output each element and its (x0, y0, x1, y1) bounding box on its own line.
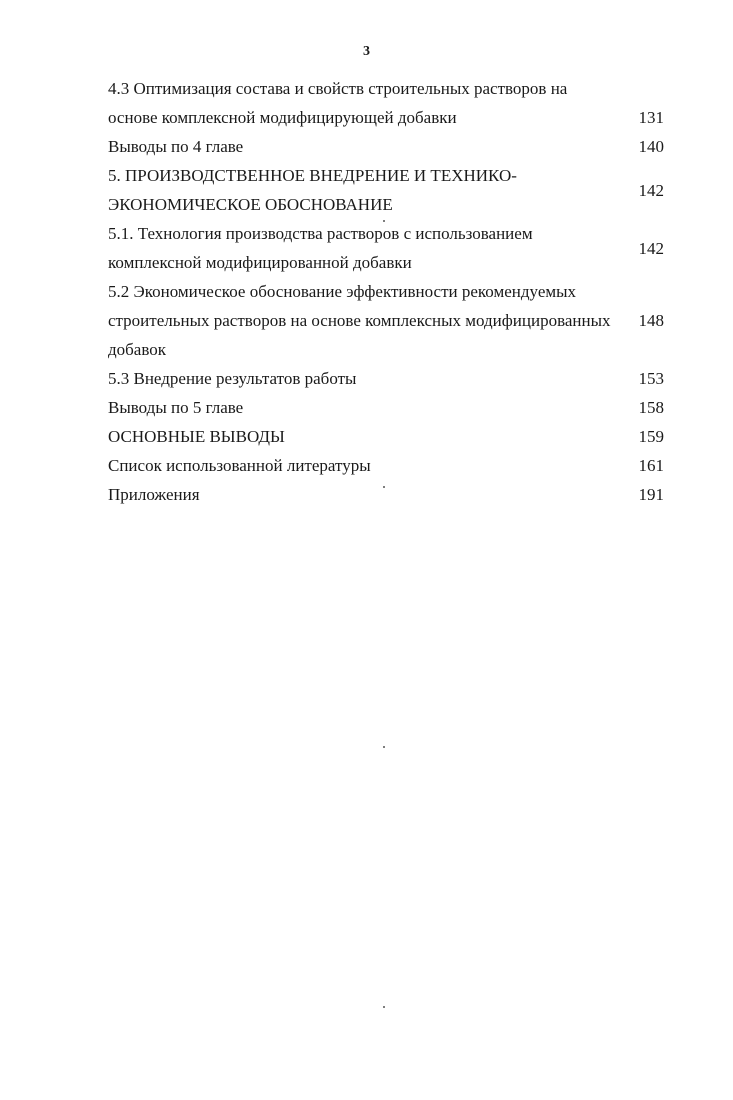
toc-entry-appendices (108, 480, 664, 509)
toc-entry-main-conclusions (108, 422, 664, 451)
toc-entry-line: 5. ПРОИЗВОДСТВЕННОЕ ВНЕДРЕНИЕ И ТЕХНИКО- (108, 166, 517, 185)
toc-entry-title (108, 480, 623, 509)
toc-entry-title (108, 132, 623, 161)
toc-entry-line: 4.3 Оптимизация состава и свойств строительных растворов на (108, 79, 568, 98)
toc-entry-page: 161 (638, 456, 664, 475)
toc-entry-title (108, 393, 623, 422)
scan-speck (383, 220, 385, 222)
toc-entry-line: ЭКОНОМИЧЕСКОЕ ОБОСНОВАНИЕ (108, 195, 393, 214)
toc-entry-title (108, 161, 623, 219)
toc-entry-title (108, 451, 623, 480)
toc-entry-line: Выводы по 4 главе (108, 137, 244, 156)
toc-entry-line: комплексной модифицированной добавки (108, 253, 412, 272)
toc-entry-line: строительных растворов на основе комплексных модифицированных (108, 311, 611, 330)
toc-entry-title (108, 277, 623, 364)
toc-entry-line: 5.3 Внедрение результатов работы (108, 369, 357, 388)
scan-speck (383, 746, 385, 748)
toc-entry-page: 158 (638, 398, 664, 417)
page-number: 3 (363, 44, 370, 59)
toc-entry-page: 140 (638, 137, 664, 156)
toc-entry-line: основе комплексной модифицирующей добавки (108, 108, 457, 127)
toc-entry-conclusions-4 (108, 132, 664, 161)
toc-entry-page: 153 (638, 369, 664, 388)
scan-speck (383, 1006, 385, 1008)
toc-entry-title (108, 422, 623, 451)
toc-entry-5-3 (108, 364, 664, 393)
toc-entry-line: 5.2 Экономическое обоснование эффективности рекомендуемых (108, 282, 577, 301)
toc-entry-4-3 (108, 74, 664, 132)
toc-entry-page: 142 (638, 180, 664, 200)
toc-entry-page: 142 (638, 238, 664, 258)
table-of-contents (108, 74, 664, 509)
toc-entry-line: добавок (108, 340, 167, 359)
toc-entry-page: 159 (638, 427, 664, 446)
toc-entry-page: 131 (638, 108, 664, 127)
toc-entry-conclusions-5 (108, 393, 664, 422)
toc-entry-page: 148 (638, 311, 664, 330)
toc-entry-5-1 (108, 219, 664, 277)
toc-entry-line: ОСНОВНЫЕ ВЫВОДЫ (108, 427, 285, 446)
toc-entry-line: 5.1. Технология производства растворов с использованием (108, 224, 533, 243)
toc-entry-page: 191 (638, 485, 664, 504)
toc-entry-title (108, 364, 623, 393)
toc-entry-references (108, 451, 664, 480)
toc-entry-title (108, 219, 623, 277)
toc-entry-5-2 (108, 277, 664, 364)
toc-entry-line: Список использованной литературы (108, 456, 371, 475)
toc-entry-line: Приложения (108, 485, 200, 504)
toc-entry-line: Выводы по 5 главе (108, 398, 244, 417)
scan-speck (383, 486, 385, 488)
toc-entry-chapter-5 (108, 161, 664, 219)
toc-entry-title (108, 74, 623, 132)
